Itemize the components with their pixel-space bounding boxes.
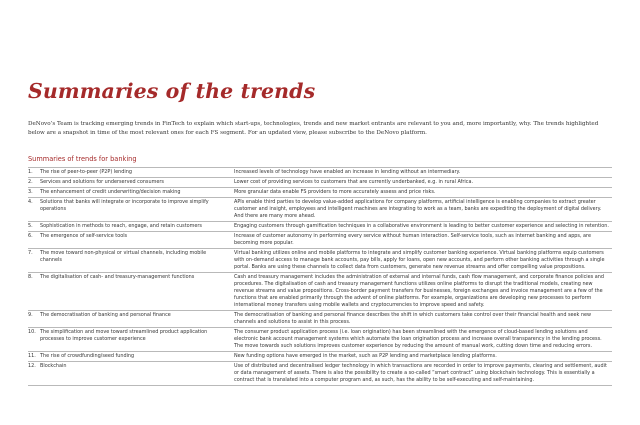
intro-paragraph: DeNovo’s Team is tracking emerging trends in FinTech to explain which start-ups, technologies, trends and new market entrants are relevant to you and, more importantly, why. The trends highlighted below are a snapshot in time of the most relevant ones for each FS segment. For an updated view, please subscribe to the DeNovo platform. bbox=[28, 120, 599, 136]
row-description: Engaging customers through gamification techniques in a collaborative environment is leading to better customer experience and selecting in retention. bbox=[234, 222, 612, 232]
table-row bbox=[28, 361, 612, 385]
row-description: Lower cost of providing services to customers that are currently underbanked, e.g. in rural Africa. bbox=[234, 178, 612, 188]
row-number: 10. bbox=[28, 327, 40, 351]
table-row bbox=[28, 249, 612, 273]
row-number: 9. bbox=[28, 310, 40, 327]
table-row bbox=[28, 222, 612, 232]
row-number: 6. bbox=[28, 232, 40, 249]
row-number: 4. bbox=[28, 198, 40, 222]
trends-table bbox=[28, 167, 612, 386]
row-topic: Services and solutions for underserved consumers bbox=[40, 178, 234, 188]
row-topic: The move toward non-physical or virtual channels, including mobile channels bbox=[40, 249, 234, 273]
row-description: Increased levels of technology have enabled an increase in lending without an intermediary. bbox=[234, 168, 612, 178]
table-row bbox=[28, 168, 612, 178]
table-row bbox=[28, 310, 612, 327]
row-number: 11. bbox=[28, 351, 40, 361]
row-topic: The democratisation of banking and personal finance bbox=[40, 310, 234, 327]
row-number: 1. bbox=[28, 168, 40, 178]
row-number: 5. bbox=[28, 222, 40, 232]
row-description: The consumer product application process (i.e. loan origination) has been streamlined with the emergence of cloud-based lending solutions and electronic bank account management systems which automate the loan origination process and increase overall transparency in the lending process. The move towards such solutions improves customer experience by reducing the amount of manual work, cutting down time and reducing errors. bbox=[234, 327, 612, 351]
row-description: Use of distributed and decentralised ledger technology in which transactions are recorded in order to improve payments, clearing and settlement, audit or data management of assets. There is also the possibility to create a so-called “smart contract” using blockchain technology. This is essentially a contract that is translated into a computer program and, as such, has the ability to be self-executing and self-maintaining. bbox=[234, 361, 612, 385]
row-description: APIs enable third parties to develop value-added applications for company platforms, artificial intelligence is enabling companies to extract greater customer and insight, employees and intelligent machines are integrating to work as a team, banks are expediting the deployment of digital delivery. And there are many more ahead. bbox=[234, 198, 612, 222]
row-topic: The simplification and move toward streamlined product application processes to improve customer experience bbox=[40, 327, 234, 351]
trends-table-wrapper bbox=[28, 167, 612, 386]
row-topic: The digitalisation of cash- and treasury-management functions bbox=[40, 273, 234, 311]
table-title: Summaries of trends for banking bbox=[28, 155, 137, 163]
page-title: Summaries of the trends bbox=[28, 79, 316, 103]
row-number: 3. bbox=[28, 188, 40, 198]
table-row bbox=[28, 178, 612, 188]
table-row bbox=[28, 327, 612, 351]
row-topic: The emergence of self-service tools bbox=[40, 232, 234, 249]
table-row bbox=[28, 188, 612, 198]
table-row bbox=[28, 273, 612, 311]
table-row bbox=[28, 351, 612, 361]
row-number: 2. bbox=[28, 178, 40, 188]
row-number: 8. bbox=[28, 273, 40, 311]
row-topic: The enhancement of credit underwriting/decision making bbox=[40, 188, 234, 198]
row-description: More granular data enable FS providers to more accurately assess and price risks. bbox=[234, 188, 612, 198]
row-description: Virtual banking utilizes online and mobile platforms to integrate and simplify customer banking experience. Virtual banking platforms equip customers with on-demand access to manage bank accounts, pay bills, apply for loans, open new accounts, and perform other banking activities through a single portal. Banks are using these channels to collect data from customers, generate new revenue streams and offer compelling value propositions. bbox=[234, 249, 612, 273]
table-row bbox=[28, 232, 612, 249]
row-topic: Solutions that banks will integrate or incorporate to improve simplify operations bbox=[40, 198, 234, 222]
row-description: New funding options have emerged in the market, such as P2P lending and marketplace lending platforms. bbox=[234, 351, 612, 361]
row-description: The democratisation of banking and personal finance describes the shift in which customers take control over their financial health and seek new channels and solutions to assist in this process. bbox=[234, 310, 612, 327]
table-row bbox=[28, 198, 612, 222]
row-description: Increase of customer autonomy in performing every service without human interaction. Self-service tools, such as internet banking and apps, are becoming more popular. bbox=[234, 232, 612, 249]
trends-table-body bbox=[28, 168, 612, 386]
row-topic: Blockchain bbox=[40, 361, 234, 385]
row-topic: The rise of crowdfunding/seed funding bbox=[40, 351, 234, 361]
row-description: Cash and treasury management includes the administration of external and internal funds, cash flow management, and corporate finance policies and procedures. The digitalisation of cash and treasury management functions utilizes online platforms to disrupt the traditional models, creating new revenue streams and value propositions. Cross-border payment transfers for businesses, foreign exchanges and invoice management are a few of the functions that are enabled primarily through the advent of online platforms. For example, organizations are developing new processes to perform international money transfers using mobile wallets and cryptocurrencies to improve speed and safety. bbox=[234, 273, 612, 311]
row-topic: The rise of peer-to-peer (P2P) lending bbox=[40, 168, 234, 178]
row-number: 7. bbox=[28, 249, 40, 273]
row-topic: Sophistication in methods to reach, engage, and retain customers bbox=[40, 222, 234, 232]
row-number: 12. bbox=[28, 361, 40, 385]
